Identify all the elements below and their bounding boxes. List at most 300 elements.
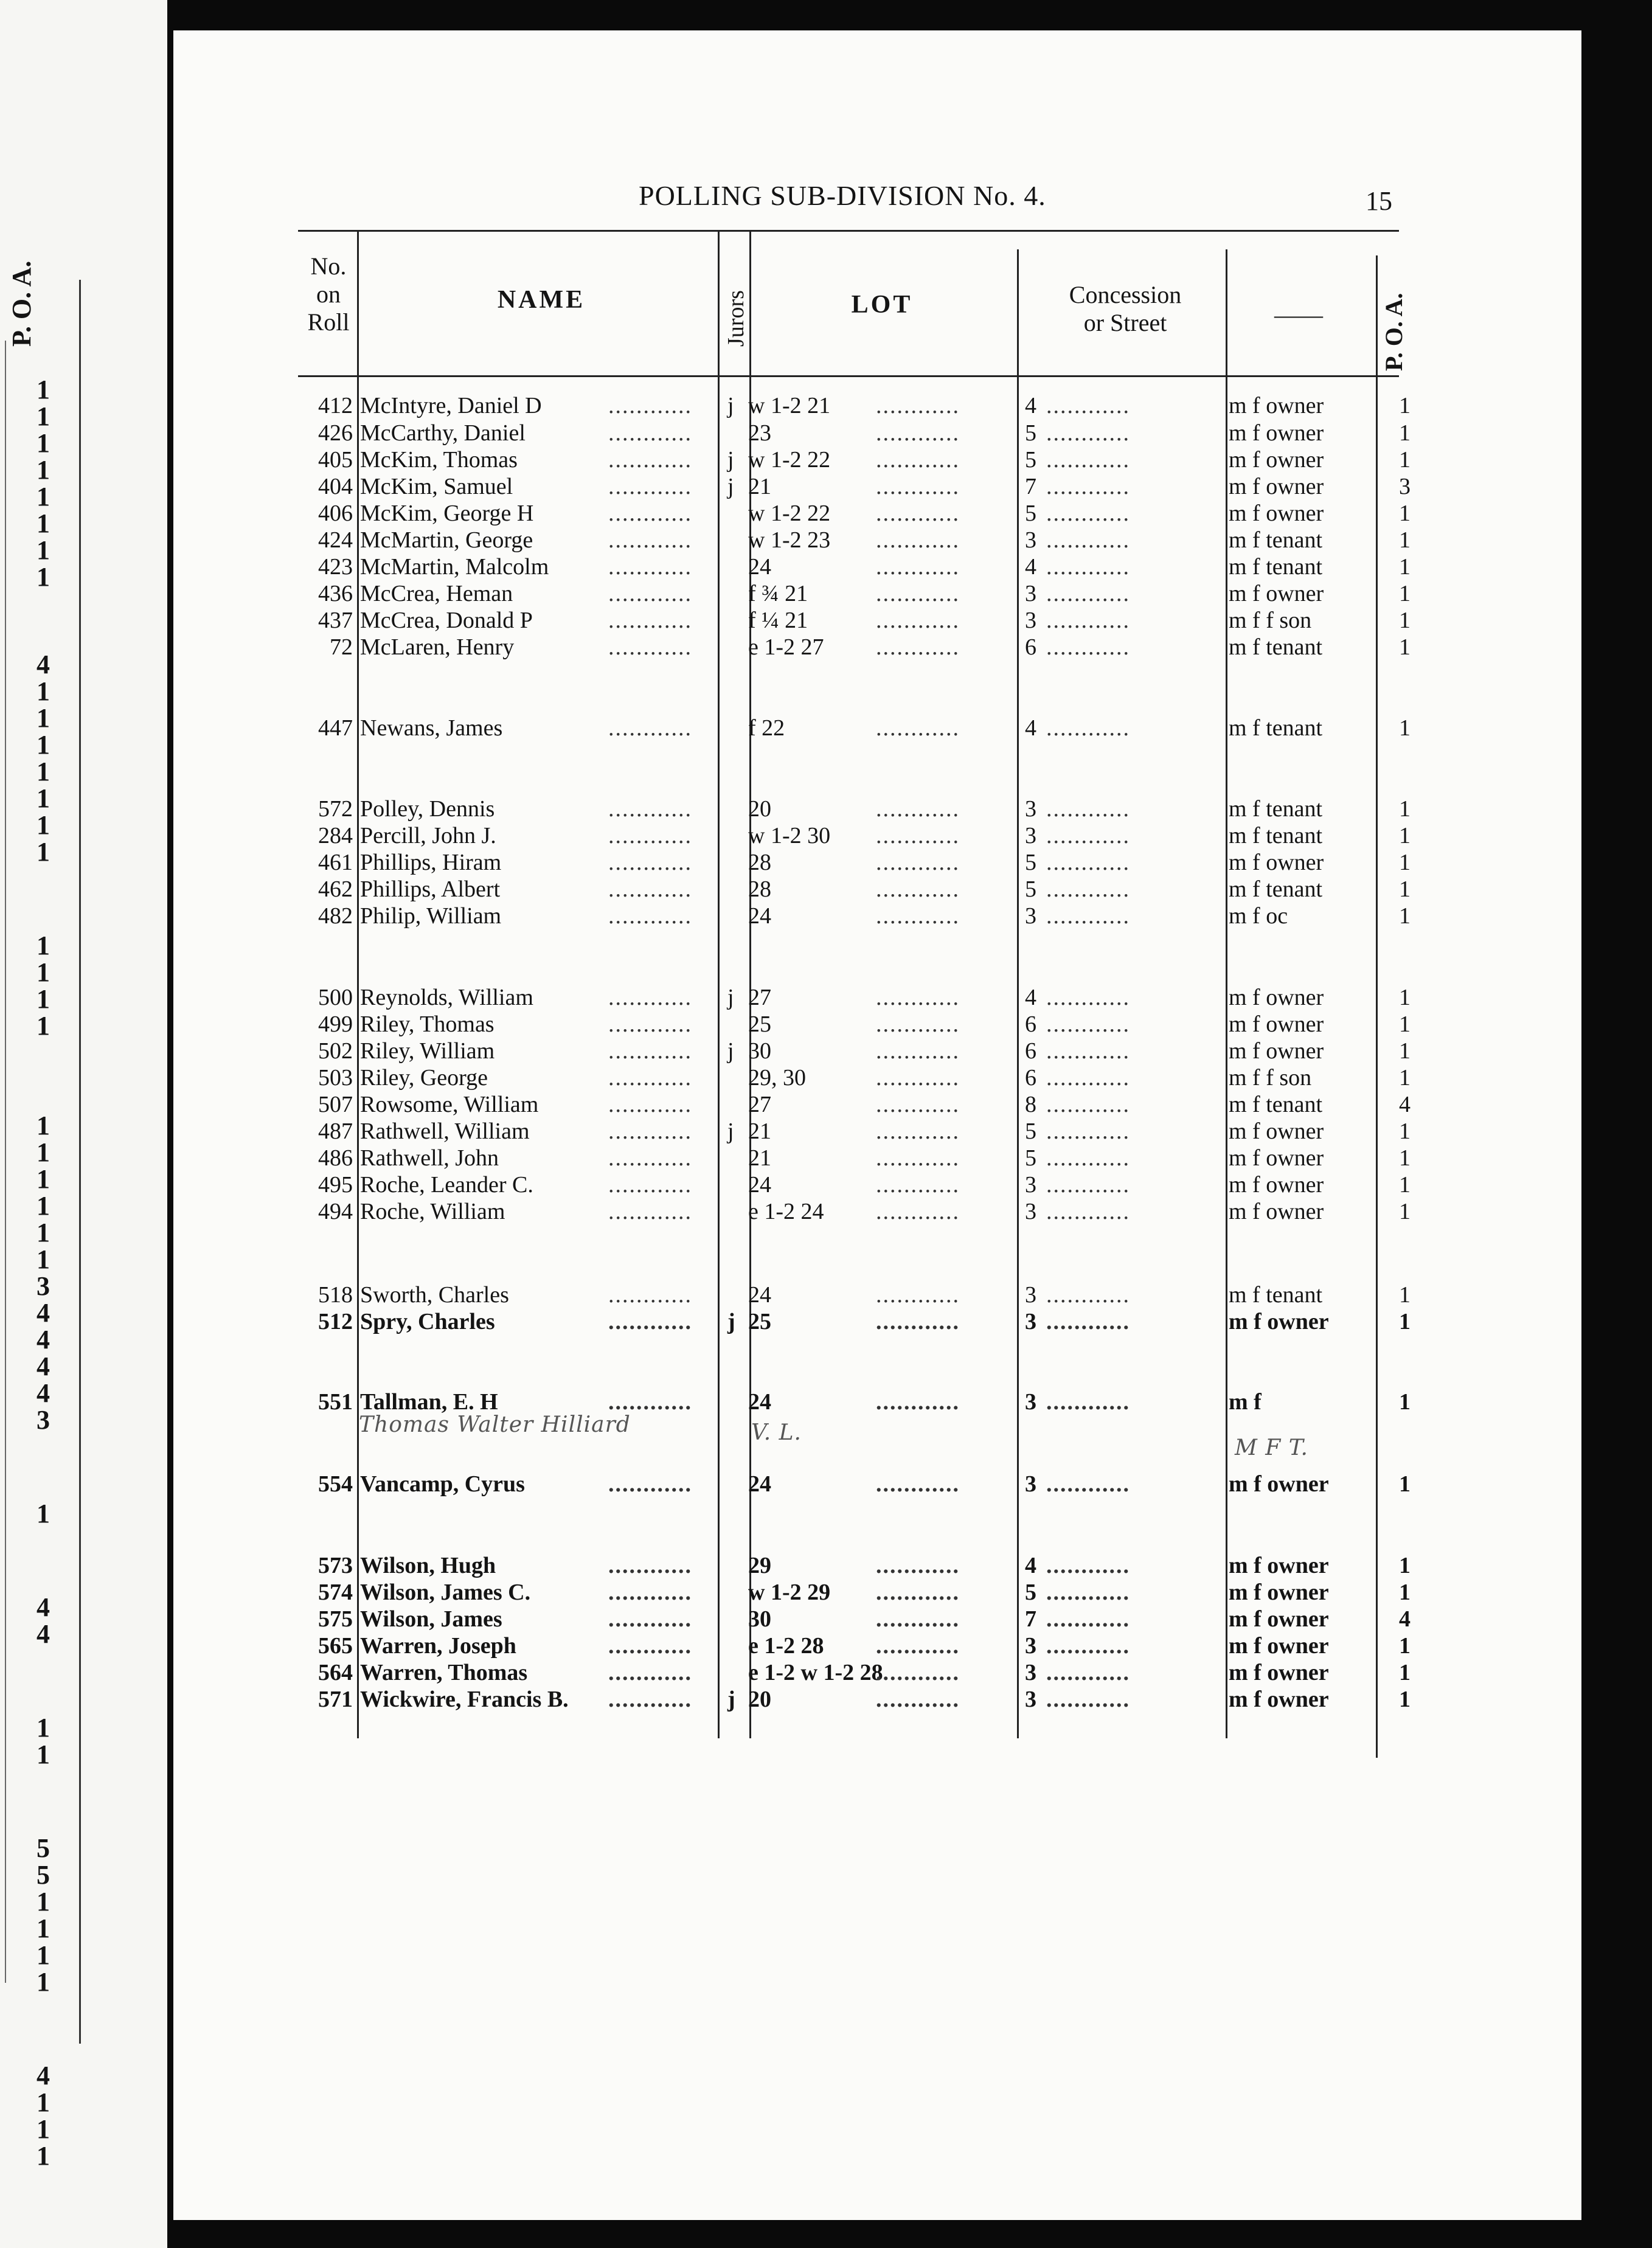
roll-number: 482	[318, 903, 353, 929]
voter-name: Riley, William	[360, 1038, 495, 1064]
concession: 3	[1025, 903, 1036, 929]
lot: 21	[748, 474, 771, 499]
facing-page-number: 1	[36, 375, 50, 404]
table-row	[0, 1579, 1652, 1606]
table-row	[0, 1171, 1652, 1198]
poa-count: 1	[1399, 393, 1411, 418]
table-row	[0, 1606, 1652, 1632]
leader-dots: ............	[608, 474, 692, 499]
poa-count: 1	[1399, 1282, 1411, 1308]
concession: 3	[1025, 796, 1036, 822]
voter-name: McKim, Thomas	[360, 447, 518, 473]
roll-number: 412	[318, 393, 353, 418]
roll-number: 573	[318, 1553, 353, 1578]
facing-page-number: 4	[36, 1298, 50, 1328]
qualification: m f owner	[1229, 1471, 1329, 1497]
voter-name: Warren, Thomas	[360, 1660, 528, 1685]
poa-count: 1	[1399, 985, 1411, 1010]
facing-page-number: 1	[36, 730, 50, 760]
voter-name: Wilson, Hugh	[360, 1553, 496, 1578]
leader-dots: ............	[876, 608, 960, 633]
voter-name: Philip, William	[360, 903, 502, 929]
lot: w 1-2 30	[748, 823, 831, 848]
poa-count: 1	[1399, 1199, 1411, 1224]
roll-number: 500	[318, 985, 353, 1010]
qualification: m f owner	[1229, 1011, 1324, 1037]
poa-count: 4	[1399, 1092, 1411, 1117]
leader-dots: ............	[608, 608, 692, 633]
voter-name: Wilson, James C.	[360, 1580, 531, 1605]
leader-dots: ............	[608, 420, 692, 446]
roll-number: 436	[318, 581, 353, 606]
leader-dots: ............	[876, 1145, 960, 1171]
concession: 3	[1025, 1687, 1036, 1712]
leader-dots: ............	[1046, 1660, 1130, 1685]
leader-dots: ............	[608, 1389, 692, 1415]
poa-count: 1	[1399, 1309, 1411, 1334]
juror-mark: j	[727, 447, 734, 473]
lot: w 1-2 23	[748, 527, 831, 553]
leader-dots: ............	[876, 1553, 960, 1578]
leader-dots: ............	[1046, 447, 1130, 473]
roll-number: 499	[318, 1011, 353, 1037]
juror-mark: j	[727, 1687, 735, 1712]
concession: 3	[1025, 527, 1036, 553]
roll-number: 423	[318, 554, 353, 580]
facing-page-number: 1	[36, 1499, 50, 1528]
juror-mark: j	[727, 474, 734, 499]
facing-page-number: 1	[36, 428, 50, 458]
leader-dots: ............	[608, 527, 692, 553]
qualification: m f	[1229, 1389, 1262, 1415]
table-row	[0, 822, 1652, 849]
leader-dots: ............	[1046, 823, 1130, 848]
leader-dots: ............	[1046, 1389, 1130, 1415]
concession: 8	[1025, 1092, 1036, 1117]
juror-mark: j	[727, 1038, 734, 1064]
poa-count: 1	[1399, 1687, 1411, 1712]
roll-number: 518	[318, 1282, 353, 1308]
facing-page-number: 4	[36, 2061, 50, 2090]
facing-page-number: 1	[36, 1913, 50, 1943]
lot: 20	[748, 1687, 771, 1712]
roll-number: 486	[318, 1145, 353, 1171]
roll-number: 424	[318, 527, 353, 553]
qualification: m f tenant	[1229, 876, 1323, 902]
concession: 4	[1025, 393, 1036, 418]
concession: 4	[1025, 554, 1036, 580]
facing-page-number: 4	[36, 1592, 50, 1622]
facing-page-number: 1	[36, 1011, 50, 1041]
lot: 24	[748, 903, 771, 929]
roll-number: 507	[318, 1092, 353, 1117]
leader-dots: ............	[608, 796, 692, 822]
concession: 5	[1025, 420, 1036, 446]
voter-name: McIntyre, Daniel D	[360, 393, 542, 418]
voter-name: Wilson, James	[360, 1606, 502, 1632]
poa-count: 1	[1399, 447, 1411, 473]
poa-count: 1	[1399, 581, 1411, 606]
leader-dots: ............	[876, 823, 960, 848]
roll-number: 447	[318, 715, 353, 741]
lot: 24	[748, 1389, 771, 1415]
leader-dots: ............	[608, 1282, 692, 1308]
leader-dots: ............	[876, 850, 960, 875]
facing-page-number: 1	[36, 1244, 50, 1274]
qualification: m f owner	[1229, 1145, 1324, 1171]
roll-number: 503	[318, 1065, 353, 1091]
concession: 5	[1025, 1119, 1036, 1144]
leader-dots: ............	[608, 1011, 692, 1037]
leader-dots: ............	[1046, 1011, 1130, 1037]
leader-dots: ............	[608, 501, 692, 526]
leader-dots: ............	[1046, 1606, 1130, 1632]
concession: 3	[1025, 1309, 1036, 1334]
qualification: m f tenant	[1229, 823, 1323, 848]
qualification: m f tenant	[1229, 554, 1323, 580]
leader-dots: ............	[876, 1633, 960, 1659]
concession: 6	[1025, 634, 1036, 660]
leader-dots: ............	[876, 1011, 960, 1037]
leader-dots: ............	[1046, 1119, 1130, 1144]
poa-count: 1	[1399, 1145, 1411, 1171]
leader-dots: ............	[1046, 634, 1130, 660]
lot: f ¾ 21	[748, 581, 808, 606]
lot: 24	[748, 554, 771, 580]
voter-name: Reynolds, William	[360, 985, 533, 1010]
facing-page-number: 1	[36, 1218, 50, 1247]
qualification: m f owner	[1229, 1633, 1329, 1659]
leader-dots: ............	[1046, 985, 1130, 1010]
leader-dots: ............	[608, 850, 692, 875]
leader-dots: ............	[876, 1119, 960, 1144]
handwritten-desc: M F T.	[1235, 1435, 1308, 1460]
leader-dots: ............	[1046, 527, 1130, 553]
poa-count: 1	[1399, 1065, 1411, 1091]
leader-dots: ............	[876, 1282, 960, 1308]
concession: 5	[1025, 1580, 1036, 1605]
facing-page-number: 1	[36, 1137, 50, 1167]
facing-page-number: 1	[36, 676, 50, 706]
leader-dots: ............	[608, 1145, 692, 1171]
lot: 28	[748, 876, 771, 902]
roll-number: 404	[318, 474, 353, 499]
leader-dots: ............	[876, 715, 960, 741]
poa-count: 1	[1399, 1660, 1411, 1685]
qualification: m f owner	[1229, 1687, 1329, 1712]
leader-dots: ............	[1046, 1580, 1130, 1605]
concession: 5	[1025, 876, 1036, 902]
voter-name: Newans, James	[360, 715, 503, 741]
qualification: m f f son	[1229, 608, 1312, 633]
leader-dots: ............	[608, 447, 692, 473]
lot: w 1-2 22	[748, 447, 831, 473]
leader-dots: ............	[1046, 1038, 1130, 1064]
juror-mark: j	[727, 1309, 735, 1334]
leader-dots: ............	[876, 474, 960, 499]
page-title: POLLING SUB-DIVISION No. 4.	[639, 180, 1046, 211]
qualification: m f owner	[1229, 1199, 1324, 1224]
leader-dots: ............	[876, 581, 960, 606]
table-row	[0, 1282, 1652, 1308]
poa-count: 1	[1399, 1172, 1411, 1198]
table-row	[0, 849, 1652, 876]
leader-dots: ............	[1046, 1553, 1130, 1578]
facing-page-number: 5	[36, 1860, 50, 1890]
table-row	[0, 1632, 1652, 1659]
table-row	[0, 580, 1652, 607]
leader-dots: ............	[608, 1606, 692, 1632]
leader-dots: ............	[608, 581, 692, 606]
lot: 27	[748, 985, 771, 1010]
roll-number: 572	[318, 796, 353, 822]
facing-page-number: 1	[36, 562, 50, 592]
qualification: m f owner	[1229, 420, 1324, 446]
facing-page-number: 1	[36, 2114, 50, 2144]
facing-page-number: 1	[36, 837, 50, 867]
concession: 5	[1025, 850, 1036, 875]
leader-dots: ............	[608, 554, 692, 580]
poa-count: 1	[1399, 823, 1411, 848]
qualification: m f owner	[1229, 1553, 1329, 1578]
poa-count: 1	[1399, 850, 1411, 875]
voter-name: Roche, William	[360, 1199, 505, 1224]
facing-page-number: 5	[36, 1833, 50, 1863]
qualification: m f tenant	[1229, 796, 1323, 822]
leader-dots: ............	[608, 1309, 692, 1334]
poa-count: 1	[1399, 1580, 1411, 1605]
poa-count: 1	[1399, 715, 1411, 741]
leader-dots: ............	[608, 1119, 692, 1144]
facing-page-number: 1	[36, 1967, 50, 1997]
roll-number: 462	[318, 876, 353, 902]
leader-dots: ............	[1046, 608, 1130, 633]
lot: 21	[748, 1119, 771, 1144]
poa-count: 1	[1399, 634, 1411, 660]
qualification: m f tenant	[1229, 715, 1323, 741]
facing-page-number: 1	[36, 482, 50, 512]
roll-number: 461	[318, 850, 353, 875]
col-header-poa: P. O. A.	[1380, 293, 1407, 371]
lot: 24	[748, 1172, 771, 1198]
qualification: m f owner	[1229, 1172, 1324, 1198]
voter-name: McCarthy, Daniel	[360, 420, 526, 446]
leader-dots: ............	[1046, 1687, 1130, 1712]
leader-dots: ............	[1046, 1092, 1130, 1117]
concession: 4	[1025, 715, 1036, 741]
col-header-jurors: Jurors	[723, 290, 749, 347]
roll-number: 502	[318, 1038, 353, 1064]
concession: 4	[1025, 1553, 1036, 1578]
table-row	[0, 1686, 1652, 1713]
leader-dots: ............	[876, 1606, 960, 1632]
concession: 5	[1025, 1145, 1036, 1171]
voter-name: Rowsome, William	[360, 1092, 539, 1117]
concession: 7	[1025, 1606, 1036, 1632]
leader-dots: ............	[1046, 1172, 1130, 1198]
concession: 3	[1025, 608, 1036, 633]
lot: 20	[748, 796, 771, 822]
roll-number: 437	[318, 608, 353, 633]
lot: 30	[748, 1038, 771, 1064]
voter-name: McMartin, George	[360, 527, 533, 553]
facing-page-number: 3	[36, 1405, 50, 1435]
leader-dots: ............	[876, 1309, 960, 1334]
handwritten-lot: V. L.	[751, 1420, 802, 1445]
leader-dots: ............	[608, 1660, 692, 1685]
concession: 3	[1025, 581, 1036, 606]
qualification: m f tenant	[1229, 634, 1323, 660]
facing-page-number: 1	[36, 1111, 50, 1140]
qualification: m f f son	[1229, 1065, 1312, 1091]
concession: 6	[1025, 1011, 1036, 1037]
table-row	[0, 527, 1652, 553]
facing-page-number: 1	[36, 783, 50, 813]
qualification: m f owner	[1229, 1038, 1324, 1064]
table-row	[0, 1471, 1652, 1497]
concession: 3	[1025, 1282, 1036, 1308]
concession: 3	[1025, 1660, 1036, 1685]
facing-page-number: 1	[36, 508, 50, 538]
facing-page-number: 1	[36, 2141, 50, 2171]
voter-name: Vancamp, Cyrus	[360, 1471, 525, 1497]
table-row	[0, 715, 1652, 741]
leader-dots: ............	[608, 903, 692, 929]
leader-dots: ............	[608, 1065, 692, 1091]
facing-page-number: 1	[36, 401, 50, 431]
table-row	[0, 1064, 1652, 1091]
poa-count: 1	[1399, 554, 1411, 580]
roll-number: 487	[318, 1119, 353, 1144]
leader-dots: ............	[876, 1065, 960, 1091]
qualification: m f owner	[1229, 1580, 1329, 1605]
roll-number: 512	[318, 1309, 353, 1334]
lot: 24	[748, 1471, 771, 1497]
concession: 3	[1025, 1389, 1036, 1415]
roll-number: 406	[318, 501, 353, 526]
facing-page-number: 1	[36, 931, 50, 960]
roll-number: 426	[318, 420, 353, 446]
facing-page-number: 1	[36, 984, 50, 1014]
leader-dots: ............	[608, 1633, 692, 1659]
roll-number: 284	[318, 823, 353, 848]
leader-dots: ............	[876, 554, 960, 580]
leader-dots: ............	[608, 634, 692, 660]
lot: e 1-2 27	[748, 634, 824, 660]
lot: 29	[748, 1553, 771, 1578]
facing-page-number: 1	[36, 2087, 50, 2117]
qualification: m f owner	[1229, 447, 1324, 473]
leader-dots: ............	[1046, 876, 1130, 902]
lot: 25	[748, 1011, 771, 1037]
leader-dots: ............	[1046, 554, 1130, 580]
poa-count: 1	[1399, 1633, 1411, 1659]
lot: 28	[748, 850, 771, 875]
facing-page-number: 1	[36, 957, 50, 987]
leader-dots: ............	[1046, 903, 1130, 929]
poa-count: 1	[1399, 1389, 1411, 1415]
leader-dots: ............	[1046, 715, 1130, 741]
voter-name: Tallman, E. H	[360, 1389, 498, 1415]
table-row	[0, 1145, 1652, 1171]
roll-number: 574	[318, 1580, 353, 1605]
facing-page-number: 1	[36, 535, 50, 565]
leader-dots: ............	[876, 501, 960, 526]
leader-dots: ............	[876, 985, 960, 1010]
leader-dots: ............	[876, 1389, 960, 1415]
leader-dots: ............	[876, 1038, 960, 1064]
voter-name: McLaren, Henry	[360, 634, 515, 660]
concession: 6	[1025, 1065, 1036, 1091]
lot: f 22	[748, 715, 785, 741]
facing-page-number: 4	[36, 1351, 50, 1381]
table-row	[0, 796, 1652, 822]
lot: 27	[748, 1092, 771, 1117]
table-row	[0, 1198, 1652, 1225]
poa-count: 1	[1399, 1038, 1411, 1064]
voter-name: Phillips, Hiram	[360, 850, 502, 875]
concession: 3	[1025, 1633, 1036, 1659]
lot: f ¼ 21	[748, 608, 808, 633]
leader-dots: ............	[1046, 1282, 1130, 1308]
juror-mark: j	[727, 985, 734, 1010]
facing-page-number: 1	[36, 1940, 50, 1970]
lot: 30	[748, 1606, 771, 1632]
col-header-roll: No. on Roll	[307, 252, 350, 336]
voter-name: McCrea, Heman	[360, 581, 513, 606]
leader-dots: ............	[608, 985, 692, 1010]
facing-page-number: 1	[36, 1887, 50, 1917]
table-row	[0, 876, 1652, 903]
leader-dots: ............	[876, 447, 960, 473]
leader-dots: ............	[1046, 1309, 1130, 1334]
lot: e 1-2 24	[748, 1199, 824, 1224]
voter-name: Warren, Joseph	[360, 1633, 516, 1659]
juror-mark: j	[727, 1119, 734, 1144]
table-top-rule	[298, 230, 1399, 232]
voter-name: McCrea, Donald P	[360, 608, 533, 633]
lot: e 1-2 28	[748, 1633, 824, 1659]
juror-mark: j	[727, 393, 734, 418]
voter-name: McMartin, Malcolm	[360, 554, 549, 580]
table-row	[0, 473, 1652, 500]
roll-number: 495	[318, 1172, 353, 1198]
leader-dots: ............	[608, 876, 692, 902]
leader-dots: ............	[876, 1687, 960, 1712]
facing-page-number: 1	[36, 757, 50, 786]
lot: 29, 30	[748, 1065, 806, 1091]
poa-count: 1	[1399, 527, 1411, 553]
voter-name: Riley, George	[360, 1065, 488, 1091]
qualification: m f tenant	[1229, 1092, 1323, 1117]
leader-dots: ............	[1046, 420, 1130, 446]
concession: 6	[1025, 1038, 1036, 1064]
voter-name: Rathwell, John	[360, 1145, 499, 1171]
leader-dots: ............	[1046, 501, 1130, 526]
table-row	[0, 1091, 1652, 1118]
table-row	[0, 903, 1652, 929]
roll-number: 575	[318, 1606, 353, 1632]
lot: 24	[748, 1282, 771, 1308]
qualification: m f tenant	[1229, 1282, 1323, 1308]
facing-page-number: 4	[36, 1619, 50, 1649]
roll-number: 565	[318, 1633, 353, 1659]
leader-dots: ............	[876, 1660, 960, 1685]
leader-dots: ............	[876, 393, 960, 418]
facing-page-number: 1	[36, 1740, 50, 1769]
voter-name: Riley, Thomas	[360, 1011, 495, 1037]
leader-dots: ............	[608, 1553, 692, 1578]
